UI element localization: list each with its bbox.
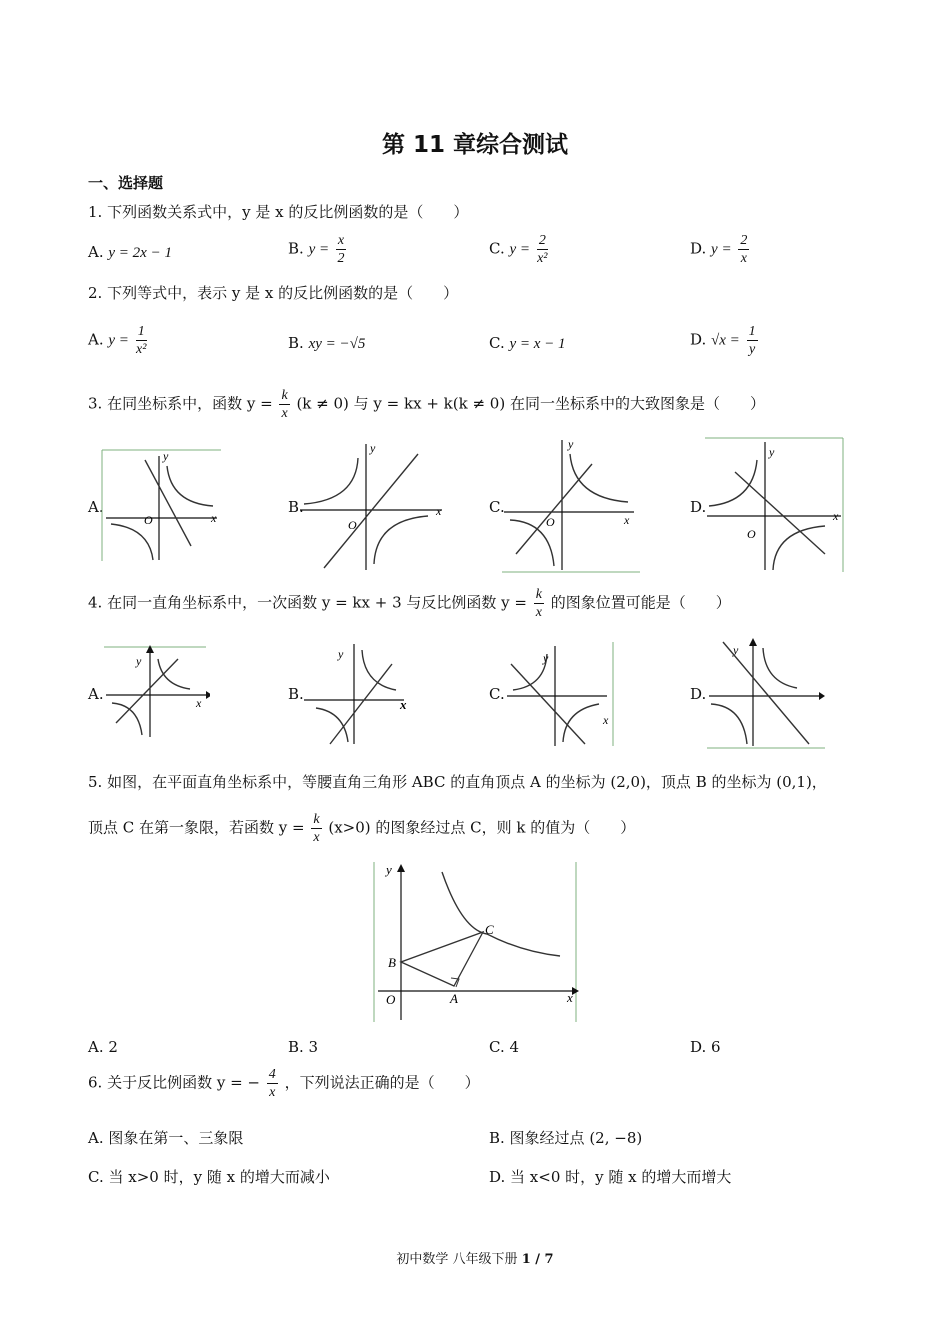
option-label: A. [88,330,104,349]
fraction [136,323,147,358]
y-label: y [543,651,549,665]
stem-text: (k ≠ 0) 与 y = kx + k(k ≠ 0) 在同一坐标系中的大致图象是（ ） [296,394,765,413]
x-arrow [206,691,210,699]
stem-text: 顶点 C 在第一象限，若函数 y = [88,818,305,837]
q6-option-a[interactable]: A. 图象在第一、三象限 [88,1129,244,1147]
denominator: x² [135,342,147,357]
q3-option-b-label[interactable]: B. [288,498,304,516]
q1-option-d[interactable] [690,232,751,267]
page-number: 1 / 7 [521,1252,554,1267]
q2-option-c[interactable] [489,334,566,353]
y-label: y [338,647,344,661]
fraction [747,323,758,358]
option-expression: y = x − 1 [509,336,566,352]
option-expression: y = [509,241,531,258]
q6-option-c[interactable]: C. 当 x>0 时，y 随 x 的增大而减小 [88,1168,330,1186]
question-5-line-2 [88,811,635,846]
option-label: B. [288,334,304,352]
fraction [738,232,749,267]
q4-graph-c[interactable] [503,640,615,748]
q3-graph-d[interactable] [703,436,845,574]
denominator: y [748,342,756,357]
line-graph [324,454,418,568]
fraction [537,232,548,267]
hyperbola-branch [167,466,213,506]
origin-label: O [144,513,153,527]
q5-option-b[interactable]: B. 3 [288,1038,319,1056]
q4-option-a-label[interactable]: A. [88,685,104,703]
hyperbola-branch [112,703,142,735]
hyperbola-branch [304,458,358,504]
x-label: x [567,990,573,1005]
line-graph [116,659,178,723]
y-label: y [568,437,574,451]
hyperbola-branch [570,454,628,502]
numerator: 2 [538,233,546,248]
x-label: x [400,697,407,712]
question-2-stem: 2. 下列等式中，表示 y 是 x 的反比例函数的是（ ） [88,284,459,302]
stem-text: 的图象位置可能是（ ） [550,593,731,612]
option-label: C. [489,239,505,258]
numerator: x [337,233,345,248]
denominator: x [535,605,542,620]
numerator: 2 [740,233,748,248]
line-graph [723,642,809,744]
q3-option-a-label[interactable]: A. [88,498,104,516]
y-arrow [749,638,757,646]
numerator: k [281,388,288,403]
triangle-abc [401,932,483,986]
y-label: y [136,654,142,668]
q1-option-c[interactable] [489,232,550,267]
x-label: x [624,513,630,527]
q4-option-d-label[interactable]: D. [690,685,707,703]
section-heading: 一、选择题 [88,174,164,192]
x-label: x [196,696,202,710]
stem-text: 3. 在同坐标系中，函数 y = [88,394,273,413]
q3-graph-b[interactable] [296,440,446,572]
q4-option-b-label[interactable]: B. [288,685,304,703]
page-title: 第 11 章综合测试 [381,132,569,158]
q5-option-c[interactable]: C. 4 [489,1038,520,1056]
hyperbola-branch [763,648,797,688]
denominator: x [281,406,288,421]
line-graph [735,472,825,554]
hyperbola-branch [711,704,747,744]
hyperbola-branch [374,516,428,564]
option-expression: y = [711,241,732,258]
hyperbola-branch [316,708,348,742]
option-expression: y = [308,241,330,258]
q2-option-a[interactable] [88,323,149,358]
x-label: x [833,509,839,523]
q5-option-a[interactable]: A. 2 [88,1038,118,1056]
question-4-stem [88,586,731,621]
denominator: x [740,251,747,266]
y-arrow [397,864,405,872]
x-label: x [603,713,609,727]
q2-option-d[interactable] [690,323,760,358]
option-label: D. [690,330,707,349]
hyperbola-branch [709,460,757,506]
option-label: C. [489,334,505,352]
x-label: x [436,504,442,518]
line-graph [511,664,585,744]
origin-label: O [546,515,555,529]
option-expression: √x = [711,332,740,349]
denominator: 2 [337,251,345,266]
numerator: k [535,587,542,602]
hyperbola-curve [442,872,560,956]
line-graph [330,664,392,744]
fraction [311,811,321,846]
option-expression: xy = −√5 [308,336,366,352]
stem-text: 4. 在同一直角坐标系中，一次函数 y = kx + 3 与反比例函数 y = [88,593,527,612]
origin-label: O [348,518,357,532]
denominator: x [269,1085,276,1100]
stem-text: ，下列说法正确的是（ ） [284,1073,480,1092]
question-5-line-1: 5. 如图，在平面直角坐标系中，等腰直角三角形 ABC 的直角顶点 A 的坐标为 (2,0)，顶点 B 的坐标为 (0,1)， [88,773,827,791]
q4-option-c-label[interactable]: C. [489,685,505,703]
fraction [279,387,289,422]
option-label: B. [288,239,304,258]
question-3-stem [88,387,765,422]
y-label: y [386,862,392,877]
q3-graph-c[interactable] [500,436,642,574]
origin-label: O [386,992,396,1007]
q2-option-b[interactable] [288,334,365,353]
option-expression: y = [108,332,129,349]
y-label: y [733,643,739,657]
numerator: k [313,812,320,827]
denominator: x [313,830,320,845]
numerator: 1 [748,324,756,339]
q4-graph-a[interactable] [102,645,210,739]
point-b-label: B [388,955,396,970]
q6-option-b[interactable]: B. 图象经过点 (2, −8) [489,1129,643,1147]
option-label: A. [88,243,104,261]
fraction [534,586,544,621]
option-expression: y = 2x − 1 [108,245,172,261]
stem-text: (x>0) 的图象经过点 C，则 k 的值为（ ） [328,818,636,837]
q3-graph-a[interactable] [101,448,226,563]
fraction [336,232,346,267]
hyperbola-branch [773,526,825,570]
numerator: 1 [137,324,145,339]
denominator: x² [537,251,548,266]
point-a-label: A [450,991,458,1006]
fraction [267,1066,278,1101]
hyperbola-branch [563,704,599,742]
origin-label: O [747,527,756,541]
q6-option-d[interactable]: D. 当 x<0 时，y 随 x 的增大而增大 [489,1168,732,1186]
y-arrow [146,645,154,653]
y-label: y [769,445,775,459]
q4-graph-b[interactable] [300,640,412,746]
q4-graph-d[interactable] [705,634,827,750]
q5-figure[interactable] [372,860,580,1024]
option-label: D. [690,239,707,258]
x-label: x [211,511,217,525]
q1-option-b[interactable] [288,232,348,267]
page-footer [0,1248,950,1267]
q5-option-d[interactable]: D. 6 [690,1038,721,1056]
line-graph [516,464,592,554]
q3-option-c-label[interactable]: C. [489,498,505,516]
hyperbola-branch [111,524,153,560]
question-6-stem [88,1066,480,1101]
y-label: y [163,449,169,463]
numerator: 4 [268,1067,276,1082]
x-arrow [819,692,825,700]
y-label: y [370,441,376,455]
point-c-label: C [485,922,494,937]
q3-option-d-label[interactable]: D. [690,498,707,516]
footer-text: 初中数学 八年级下册 [396,1252,518,1267]
question-1-stem: 1. 下列函数关系式中，y 是 x 的反比例函数的是（ ） [88,203,469,221]
stem-text: 6. 关于反比例函数 y = − [88,1073,260,1092]
q1-option-a[interactable] [88,243,172,262]
hyperbola-branch [362,650,396,690]
